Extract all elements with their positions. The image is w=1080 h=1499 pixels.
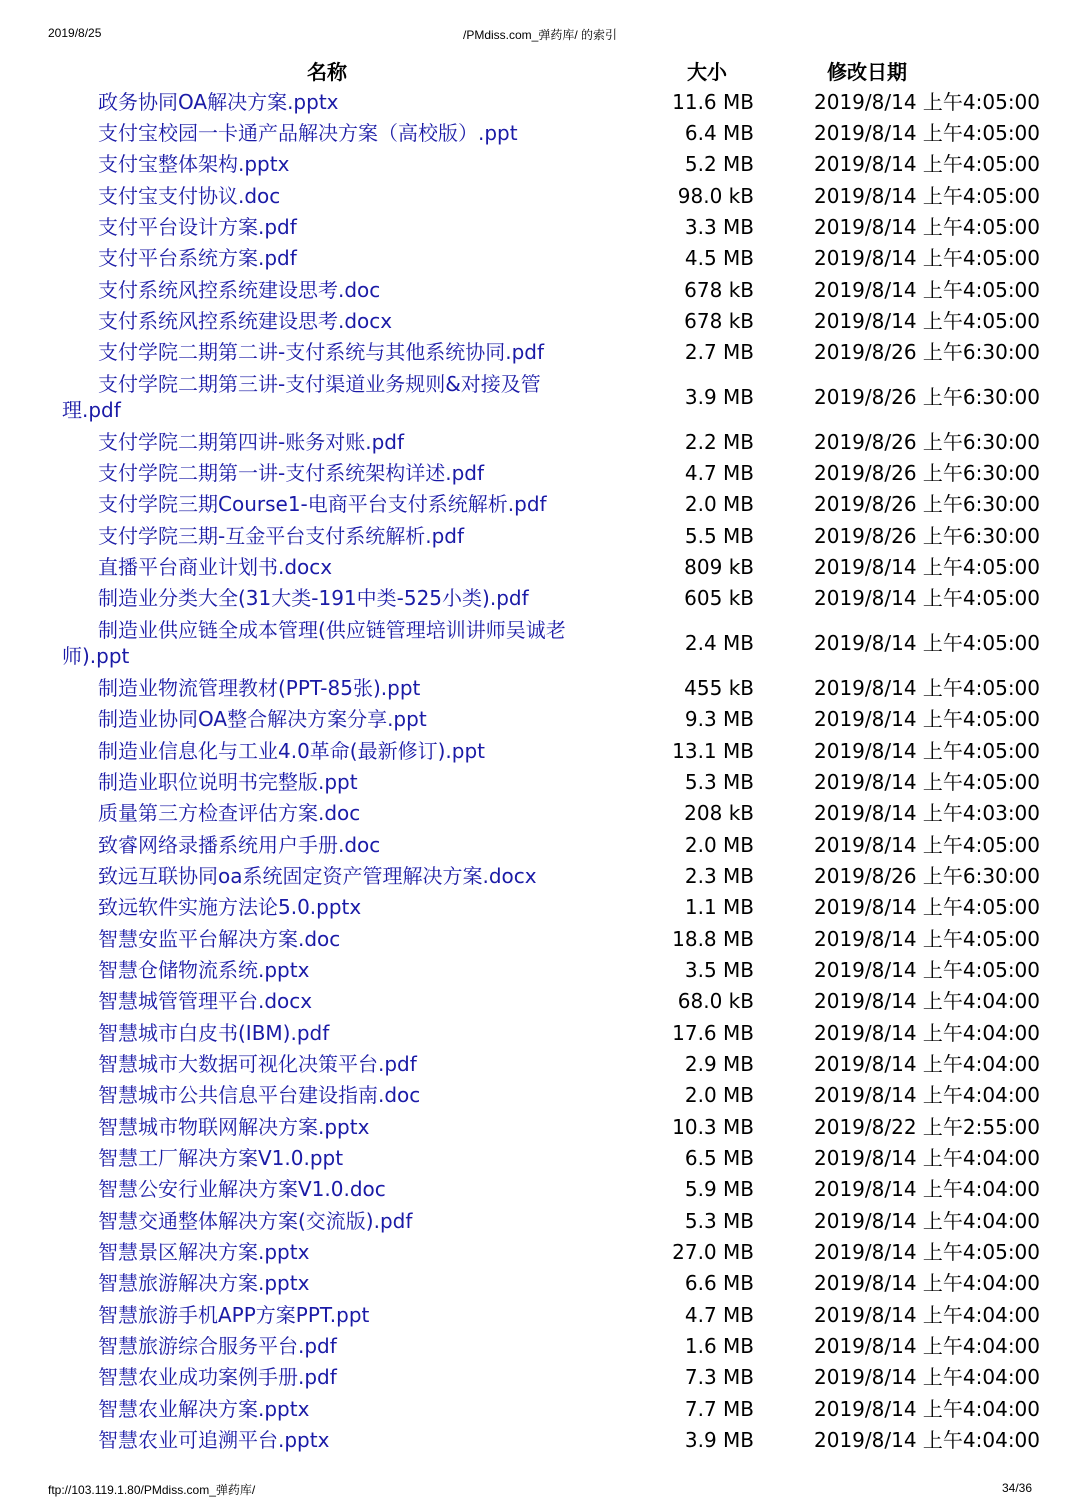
file-link[interactable]: 支付宝支付协议.doc [98, 183, 281, 208]
file-row [62, 1236, 1041, 1267]
file-modified-date: 2019/8/14 上午4:05:00 [814, 738, 1041, 763]
file-size: 11.6 MB [672, 89, 754, 114]
file-row [62, 860, 1041, 891]
file-modified-date: 2019/8/14 上午4:05:00 [814, 152, 1041, 177]
file-modified-date: 2019/8/26 上午6:30:00 [814, 385, 1041, 410]
file-size: 5.3 MB [684, 1208, 754, 1233]
file-modified-date: 2019/8/26 上午6:30:00 [814, 461, 1041, 486]
file-size: 18.8 MB [672, 926, 754, 951]
print-date: 2019/8/25 [48, 26, 102, 40]
file-modified-date: 2019/8/26 上午6:30:00 [814, 492, 1041, 517]
file-row [62, 766, 1041, 797]
file-size: 3.3 MB [684, 215, 754, 240]
file-row [62, 892, 1041, 923]
file-size: 678 kB [684, 277, 754, 302]
file-size: 2.7 MB [684, 340, 754, 365]
file-row [62, 117, 1041, 148]
file-size: 3.9 MB [684, 385, 754, 410]
file-link[interactable]: 制造业供应链全成本管理(供应链管理培训讲师吴诚老师).ppt [62, 618, 566, 669]
file-row [62, 1362, 1041, 1393]
file-modified-date: 2019/8/14 上午4:05:00 [814, 121, 1041, 146]
file-row [62, 986, 1041, 1017]
file-link[interactable]: 直播平台商业计划书.docx [98, 555, 333, 580]
file-link[interactable]: 致远互联协同oa系统固定资产管理解决方案.docx [98, 863, 537, 888]
page-number: 34/36 [1001, 1481, 1032, 1495]
file-size: 208 kB [684, 801, 754, 826]
file-link[interactable]: 智慧城市公共信息平台建设指南.doc [98, 1083, 421, 1108]
file-size: 2.9 MB [684, 1051, 754, 1076]
file-modified-date: 2019/8/14 上午4:04:00 [814, 989, 1041, 1014]
file-link[interactable]: 智慧景区解决方案.pptx [98, 1240, 310, 1265]
file-modified-date: 2019/8/14 上午4:04:00 [814, 1145, 1041, 1170]
file-link[interactable]: 制造业协同OA整合解决方案分享.ppt [98, 707, 427, 732]
column-header-modified[interactable]: 修改日期 [827, 59, 907, 84]
file-size: 6.4 MB [684, 121, 754, 146]
file-size: 2.0 MB [684, 832, 754, 857]
file-modified-date: 2019/8/14 上午4:05:00 [814, 309, 1041, 334]
file-modified-date: 2019/8/14 上午4:05:00 [814, 89, 1041, 114]
file-row [62, 243, 1041, 274]
file-row [62, 1080, 1041, 1111]
file-size: 27.0 MB [672, 1240, 754, 1265]
column-header-name[interactable]: 名称 [307, 59, 347, 84]
file-modified-date: 2019/8/14 上午4:05:00 [814, 246, 1041, 271]
file-row [62, 1174, 1041, 1205]
file-row [62, 1299, 1041, 1330]
file-link[interactable]: 智慧农业可追溯平台.pptx [98, 1428, 330, 1453]
file-size: 4.5 MB [684, 246, 754, 271]
file-size: 5.3 MB [684, 769, 754, 794]
file-row [62, 337, 1041, 368]
file-size: 7.7 MB [684, 1396, 754, 1421]
file-size: 68.0 kB [677, 989, 754, 1014]
file-row [62, 1268, 1041, 1299]
file-modified-date: 2019/8/14 上午4:05:00 [814, 277, 1041, 302]
file-size: 4.7 MB [684, 1302, 754, 1327]
file-listing [62, 54, 1041, 1456]
file-size: 1.6 MB [684, 1334, 754, 1359]
file-modified-date: 2019/8/14 上午4:05:00 [814, 832, 1041, 857]
file-link[interactable]: 智慧城管管理平台.docx [98, 989, 313, 1014]
file-link[interactable]: 智慧仓储物流系统.pptx [98, 957, 310, 982]
file-link[interactable]: 智慧交通整体解决方案(交流版).pdf [98, 1208, 413, 1233]
file-size: 1.1 MB [684, 895, 754, 920]
file-modified-date: 2019/8/14 上午4:05:00 [814, 707, 1041, 732]
file-row [62, 520, 1041, 551]
column-header-row [62, 54, 1032, 86]
file-size: 5.5 MB [684, 523, 754, 548]
file-modified-date: 2019/8/14 上午4:03:00 [814, 801, 1041, 826]
file-size: 6.5 MB [684, 1145, 754, 1170]
file-link[interactable]: 支付系统风控系统建设思考.docx [98, 309, 393, 334]
file-modified-date: 2019/8/26 上午6:30:00 [814, 340, 1041, 365]
file-row [62, 368, 1041, 426]
file-link[interactable]: 智慧城市大数据可视化决策平台.pdf [98, 1051, 417, 1076]
file-row [62, 1330, 1041, 1361]
file-modified-date: 2019/8/14 上午4:04:00 [814, 1271, 1041, 1296]
file-row [62, 305, 1041, 336]
file-row [62, 583, 1041, 614]
file-size: 98.0 kB [677, 183, 754, 208]
file-row [62, 1142, 1041, 1173]
file-link[interactable]: 支付平台系统方案.pdf [98, 246, 297, 271]
file-modified-date: 2019/8/14 上午4:05:00 [814, 586, 1041, 611]
file-modified-date: 2019/8/14 上午4:05:00 [814, 957, 1041, 982]
file-link[interactable]: 支付学院三期-互金平台支付系统解析.pdf [98, 523, 465, 548]
file-link[interactable]: 支付学院二期第三讲-支付渠道业务规则&对接及管理.pdf [62, 372, 541, 423]
file-size: 455 kB [684, 675, 754, 700]
file-modified-date: 2019/8/14 上午4:04:00 [814, 1428, 1041, 1453]
file-link[interactable]: 制造业信息化与工业4.0革命(最新修订).ppt [98, 738, 486, 763]
column-header-size[interactable]: 大小 [687, 59, 727, 84]
file-size: 2.0 MB [684, 1083, 754, 1108]
file-row [62, 735, 1041, 766]
file-list [62, 86, 1041, 1456]
file-row [62, 1111, 1041, 1142]
file-modified-date: 2019/8/14 上午4:05:00 [814, 1240, 1041, 1265]
file-modified-date: 2019/8/14 上午4:04:00 [814, 1334, 1041, 1359]
file-row [62, 704, 1041, 735]
file-modified-date: 2019/8/14 上午4:04:00 [814, 1208, 1041, 1233]
file-row [62, 798, 1041, 829]
file-size: 7.3 MB [684, 1365, 754, 1390]
file-modified-date: 2019/8/26 上午6:30:00 [814, 863, 1041, 888]
file-row [62, 923, 1041, 954]
file-link[interactable]: 支付系统风控系统建设思考.doc [98, 277, 381, 302]
print-header [48, 26, 1032, 44]
file-link[interactable]: 致睿网络录播系统用户手册.doc [98, 832, 381, 857]
file-row [62, 1393, 1041, 1424]
file-link[interactable]: 智慧旅游手机APP方案PPT.ppt [98, 1302, 370, 1327]
page-title: /PMdiss.com_弹药库/ 的索引 [462, 28, 618, 42]
file-size: 605 kB [684, 586, 754, 611]
file-size: 3.5 MB [684, 957, 754, 982]
file-link[interactable]: 支付宝校园一卡通产品解决方案（高校版）.ppt [98, 121, 518, 146]
file-row [62, 489, 1041, 520]
file-modified-date: 2019/8/14 上午4:05:00 [814, 555, 1041, 580]
file-modified-date: 2019/8/14 上午4:04:00 [814, 1051, 1041, 1076]
file-modified-date: 2019/8/14 上午4:04:00 [814, 1365, 1041, 1390]
file-size: 5.2 MB [684, 152, 754, 177]
file-size: 17.6 MB [672, 1020, 754, 1045]
file-link[interactable]: 致远软件实施方法论5.0.pptx [98, 895, 362, 920]
file-size: 2.4 MB [684, 631, 754, 656]
file-row [62, 457, 1041, 488]
file-modified-date: 2019/8/14 上午4:05:00 [814, 895, 1041, 920]
file-link[interactable]: 支付学院二期第一讲-支付系统架构详述.pdf [98, 461, 485, 486]
file-size: 9.3 MB [684, 707, 754, 732]
file-link[interactable]: 制造业物流管理教材(PPT-85张).ppt [98, 675, 421, 700]
file-row [62, 211, 1041, 242]
file-link[interactable]: 智慧工厂解决方案V1.0.ppt [98, 1145, 344, 1170]
file-modified-date: 2019/8/14 上午4:05:00 [814, 926, 1041, 951]
file-link[interactable]: 支付学院三期Course1-电商平台支付系统解析.pdf [98, 492, 547, 517]
file-size: 3.9 MB [684, 1428, 754, 1453]
file-link[interactable]: 智慧城市物联网解决方案.pptx [98, 1114, 370, 1139]
page-url: ftp://103.119.1.80/PMdiss.com_弹药库/ [48, 1483, 256, 1497]
file-link[interactable]: 智慧公安行业解决方案V1.0.doc [98, 1177, 386, 1202]
file-size: 2.3 MB [684, 863, 754, 888]
file-row [62, 1017, 1041, 1048]
file-modified-date: 2019/8/14 上午4:05:00 [814, 769, 1041, 794]
file-modified-date: 2019/8/26 上午6:30:00 [814, 523, 1041, 548]
file-row [62, 274, 1041, 305]
file-modified-date: 2019/8/14 上午4:05:00 [814, 675, 1041, 700]
file-modified-date: 2019/8/26 上午6:30:00 [814, 429, 1041, 454]
file-link[interactable]: 智慧安监平台解决方案.doc [98, 926, 341, 951]
file-row [62, 86, 1041, 117]
file-modified-date: 2019/8/14 上午4:04:00 [814, 1020, 1041, 1045]
file-modified-date: 2019/8/22 上午2:55:00 [814, 1114, 1041, 1139]
file-link[interactable]: 质量第三方检查评估方案.doc [98, 801, 361, 826]
file-size: 6.6 MB [684, 1271, 754, 1296]
print-footer [48, 1481, 1032, 1499]
file-row [62, 1048, 1041, 1079]
file-row [62, 149, 1041, 180]
file-size: 678 kB [684, 309, 754, 334]
file-size: 5.9 MB [684, 1177, 754, 1202]
file-row [62, 954, 1041, 985]
file-size: 4.7 MB [684, 461, 754, 486]
file-row [62, 672, 1041, 703]
file-link[interactable]: 智慧城市白皮书(IBM).pdf [98, 1020, 330, 1045]
file-modified-date: 2019/8/14 上午4:04:00 [814, 1396, 1041, 1421]
file-modified-date: 2019/8/14 上午4:05:00 [814, 183, 1041, 208]
file-link[interactable]: 支付平台设计方案.pdf [98, 215, 297, 240]
file-size: 10.3 MB [672, 1114, 754, 1139]
file-row [62, 551, 1041, 582]
file-link[interactable]: 智慧农业解决方案.pptx [98, 1396, 310, 1421]
file-link[interactable]: 制造业分类大全(31大类-191中类-525小类).pdf [98, 586, 529, 611]
file-modified-date: 2019/8/14 上午4:04:00 [814, 1177, 1041, 1202]
file-link[interactable]: 智慧旅游解决方案.pptx [98, 1271, 310, 1296]
file-link[interactable]: 支付学院二期第二讲-支付系统与其他系统协同.pdf [98, 340, 545, 365]
file-modified-date: 2019/8/14 上午4:05:00 [814, 631, 1041, 656]
file-modified-date: 2019/8/14 上午4:04:00 [814, 1083, 1041, 1108]
file-row [62, 180, 1041, 211]
file-row [62, 614, 1041, 672]
file-modified-date: 2019/8/14 上午4:04:00 [814, 1302, 1041, 1327]
file-row [62, 1424, 1041, 1455]
file-link[interactable]: 支付宝整体架构.pptx [98, 152, 290, 177]
file-link[interactable]: 制造业职位说明书完整版.ppt [98, 769, 358, 794]
file-link[interactable]: 智慧旅游综合服务平台.pdf [98, 1334, 337, 1359]
file-size: 2.2 MB [684, 429, 754, 454]
file-row [62, 426, 1041, 457]
file-row [62, 829, 1041, 860]
file-row [62, 1205, 1041, 1236]
file-link[interactable]: 智慧农业成功案例手册.pdf [98, 1365, 337, 1390]
file-size: 13.1 MB [672, 738, 754, 763]
file-size: 809 kB [684, 555, 754, 580]
file-size: 2.0 MB [684, 492, 754, 517]
file-modified-date: 2019/8/14 上午4:05:00 [814, 215, 1041, 240]
file-link[interactable]: 支付学院二期第四讲-账务对账.pdf [98, 429, 405, 454]
file-link[interactable]: 政务协同OA解决方案.pptx [98, 89, 339, 114]
